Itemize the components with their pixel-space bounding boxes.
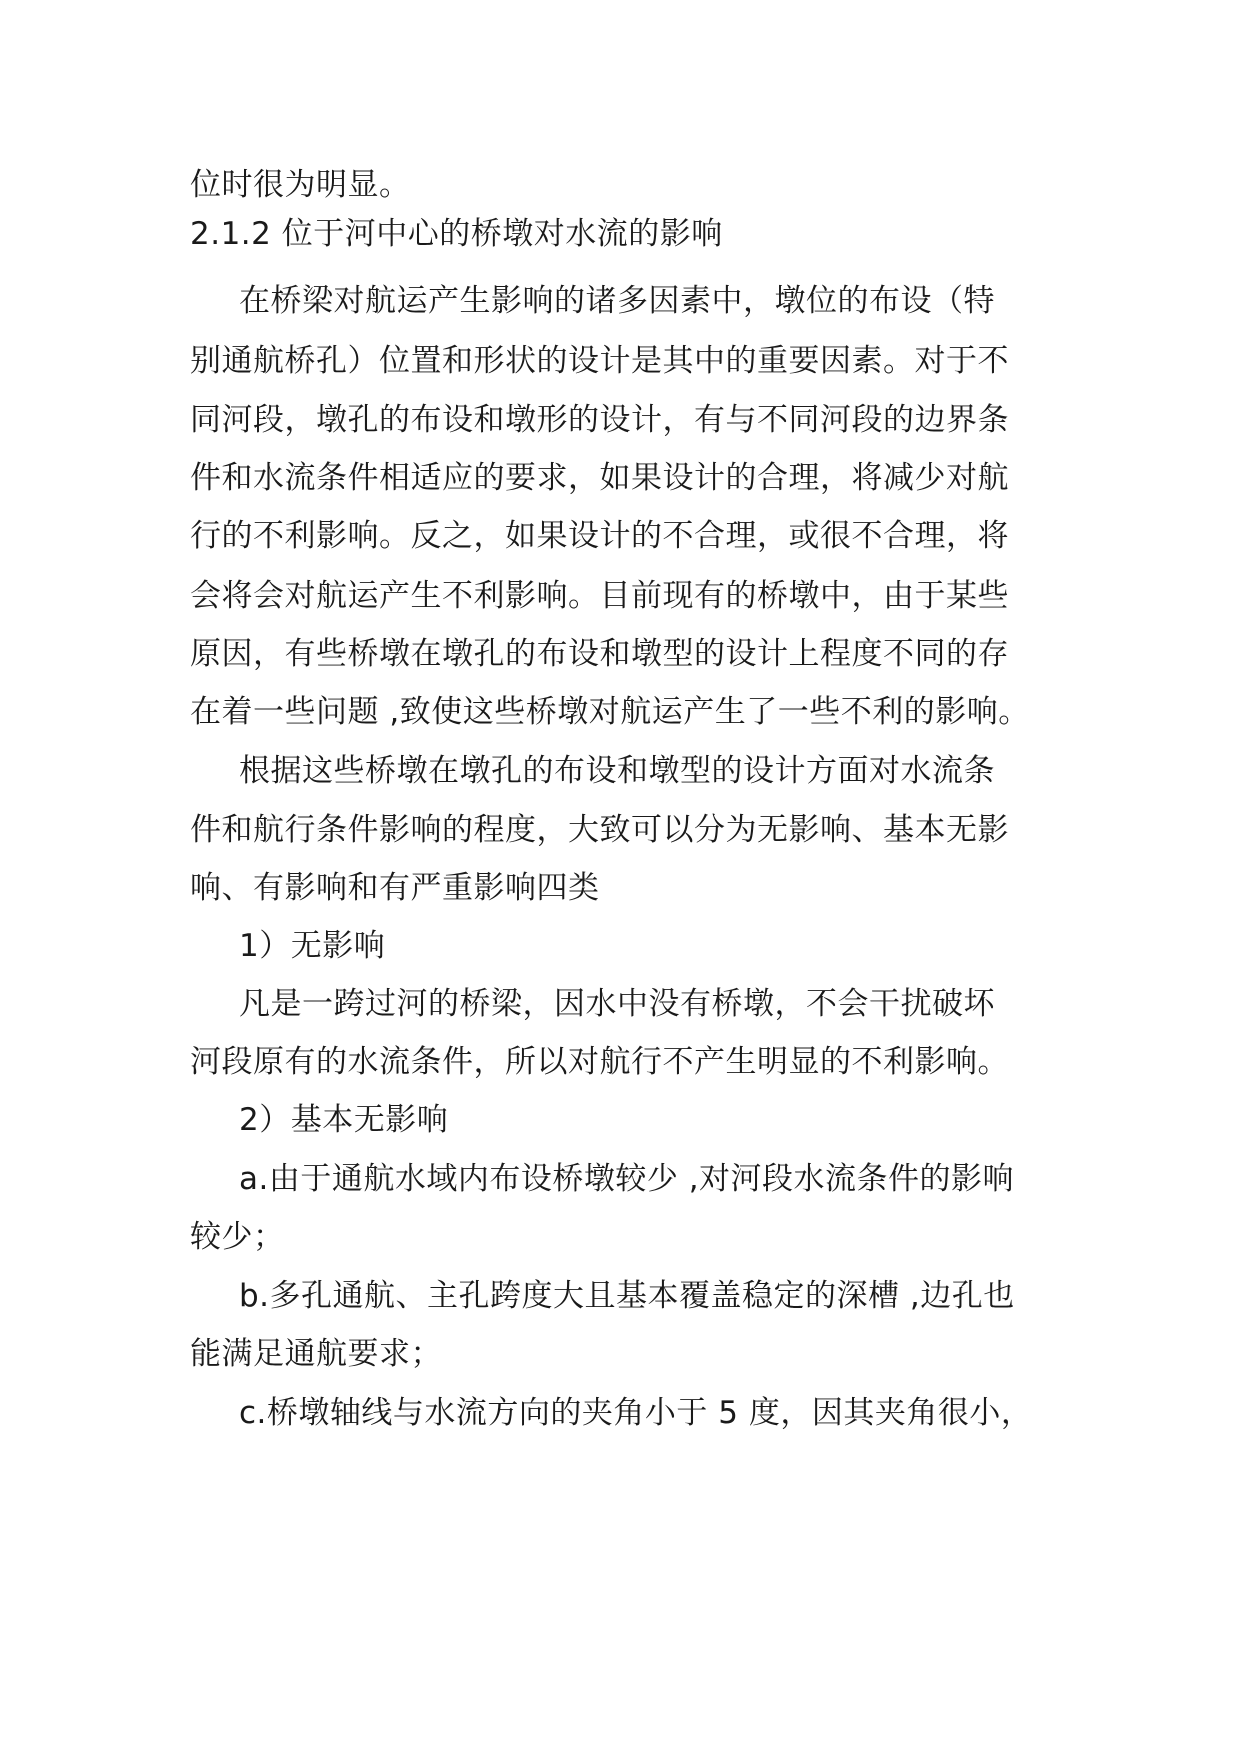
list-item: c.桥墩轴线与水流方向的夹角小于 5 度，因其夹角很小， [239, 1395, 1033, 1431]
list-heading: 1）无影响 [239, 928, 386, 964]
text-line: 件和航行条件影响的程度，大致可以分为无影响、基本无影 [190, 812, 1009, 848]
text-line: 原因，有些桥墩在墩孔的布设和墩型的设计上程度不同的存 [190, 636, 1009, 672]
text-line: 较少； [190, 1219, 285, 1255]
text-line: 能满足通航要求； [190, 1336, 442, 1372]
text-line: 行的不利影响。反之，如果设计的不合理，或很不合理，将 [190, 518, 1009, 554]
text-line: 响、有影响和有严重影响四类 [190, 870, 600, 906]
text-line: 河段原有的水流条件，所以对航行不产生明显的不利影响。 [190, 1044, 1009, 1080]
text-line: 位时很为明显。 [190, 167, 411, 203]
text-line: 在着一些问题 ,致使这些桥墩对航运产生了一些不利的影响。 [190, 694, 1030, 730]
text-line: 在桥梁对航运产生影响的诸多因素中，墩位的布设（特 [239, 283, 995, 319]
text-line: 凡是一跨过河的桥梁，因水中没有桥墩，不会干扰破坏 [239, 986, 995, 1022]
text-line: 别通航桥孔）位置和形状的设计是其中的重要因素。对于不 [190, 343, 1009, 379]
text-line: 同河段，墩孔的布设和墩形的设计，有与不同河段的边界条 [190, 402, 1009, 438]
text-line: 件和水流条件相适应的要求，如果设计的合理，将减少对航 [190, 460, 1009, 496]
list-item: b.多孔通航、主孔跨度大且基本覆盖稳定的深槽 ,边孔也 [239, 1278, 1015, 1314]
list-item: a.由于通航水域内布设桥墩较少 ,对河段水流条件的影响 [239, 1161, 1015, 1197]
list-heading: 2）基本无影响 [239, 1102, 449, 1138]
section-heading: 2.1.2 位于河中心的桥墩对水流的影响 [190, 216, 723, 252]
text-line: 根据这些桥墩在墩孔的布设和墩型的设计方面对水流条 [239, 753, 995, 789]
text-line: 会将会对航运产生不利影响。目前现有的桥墩中，由于某些 [190, 578, 1009, 614]
